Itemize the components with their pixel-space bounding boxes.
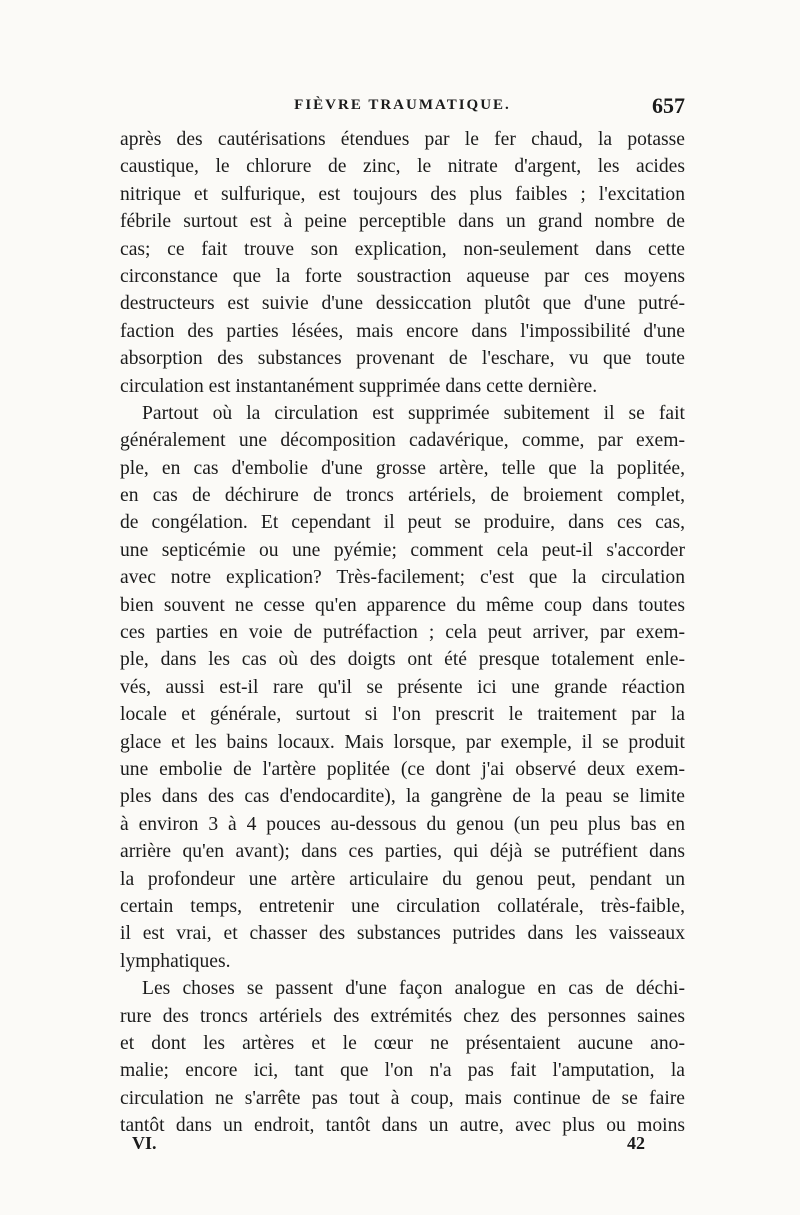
text-line: bien souvent ne cesse qu'en apparence du même coup dans toutes (120, 594, 685, 616)
text-line: ces parties en voie de putréfaction ; cela peut arriver, par exem- (120, 622, 685, 644)
text-line: avec notre explication? Très-facilement; c'est que la circulation (120, 567, 685, 589)
text-line: une embolie de l'artère poplitée (ce dont j'ai observé deux exem- (120, 758, 685, 780)
text-line: locale et générale, surtout si l'on prescrit le traitement par la (120, 704, 685, 726)
text-line: en cas de déchirure de troncs artériels, de broiement complet, (120, 485, 685, 507)
text-line: tantôt dans un endroit, tantôt dans un autre, avec plus ou moins (120, 1115, 685, 1137)
text-line: certain temps, entretenir une circulation collatérale, très-faible, (120, 895, 685, 917)
sheet-number: 42 (627, 1133, 645, 1153)
text-line: rure des troncs artériels des extrémités chez des personnes saines (120, 1005, 685, 1027)
text-line: de congélation. Et cependant il peut se produire, dans ces cas, (120, 512, 685, 534)
text-line: cas; ce fait trouve son explication, non-seulement dans cette (120, 238, 685, 260)
text-line: il est vrai, et chasser des substances putrides dans les vaisseaux (120, 923, 685, 945)
text-line: ple, dans les cas où des doigts ont été presque totalement enle- (120, 649, 685, 671)
text-line: et dont les artères et le cœur ne présentaient aucune ano- (120, 1032, 685, 1054)
page-footer (120, 1133, 685, 1163)
text-line: glace et les bains locaux. Mais lorsque, par exemple, il se produit (120, 731, 685, 753)
text-line: circulation ne s'arrête pas tout à coup, mais continue de se faire (120, 1087, 685, 1109)
text-line: arrière qu'en avant); dans ces parties, qui déjà se putréfient dans (120, 841, 685, 863)
text-line: Les choses se passent d'une façon analogue en cas de déchi- (142, 978, 685, 1000)
body-text (120, 126, 685, 1139)
text-line: lymphatiques. (120, 950, 231, 972)
running-title: FIÈVRE TRAUMATIQUE. (294, 97, 511, 113)
text-line: nitrique et sulfurique, est toujours des plus faibles ; l'excitation (120, 183, 685, 205)
text-line: circonstance que la forte soustraction aqueuse par ces moyens (120, 265, 685, 287)
page-number: 657 (652, 93, 685, 118)
text-line: une septicémie ou une pyémie; comment cela peut-il s'accorder (120, 539, 685, 561)
running-head (120, 93, 685, 123)
text-line: faction des parties lésées, mais encore dans l'impossibilité d'une (120, 320, 685, 342)
text-line: ple, en cas d'embolie d'une grosse artère, telle que la poplitée, (120, 457, 685, 479)
text-line: fébrile surtout est à peine perceptible dans un grand nombre de (120, 211, 685, 233)
text-line: la profondeur une artère articulaire du genou peut, pendant un (120, 868, 685, 890)
text-line: absorption des substances provenant de l'eschare, vu que toute (120, 348, 685, 370)
text-line: circulation est instantanément supprimée dans cette dernière. (120, 375, 598, 397)
text-line: malie; encore ici, tant que l'on n'a pas fait l'amputation, la (120, 1060, 685, 1082)
text-line: généralement une décomposition cadavérique, comme, par exem- (120, 430, 685, 452)
text-line: destructeurs est suivie d'une dessiccation plutôt que d'une putré- (120, 293, 685, 315)
text-line: après des cautérisations étendues par le fer chaud, la potasse (120, 129, 685, 150)
text-line: vés, aussi est-il rare qu'il se présente ici une grande réaction (120, 676, 685, 698)
text-line: ples dans des cas d'endocardite), la gangrène de la peau se limite (120, 786, 685, 808)
text-line: à environ 3 à 4 pouces au-dessous du genou (un peu plus bas en (120, 813, 685, 835)
text-line: caustique, le chlorure de zinc, le nitrate d'argent, les acides (120, 156, 685, 178)
signature-mark: VI. (132, 1133, 157, 1153)
text-line: Partout où la circulation est supprimée subitement il se fait (142, 402, 685, 424)
